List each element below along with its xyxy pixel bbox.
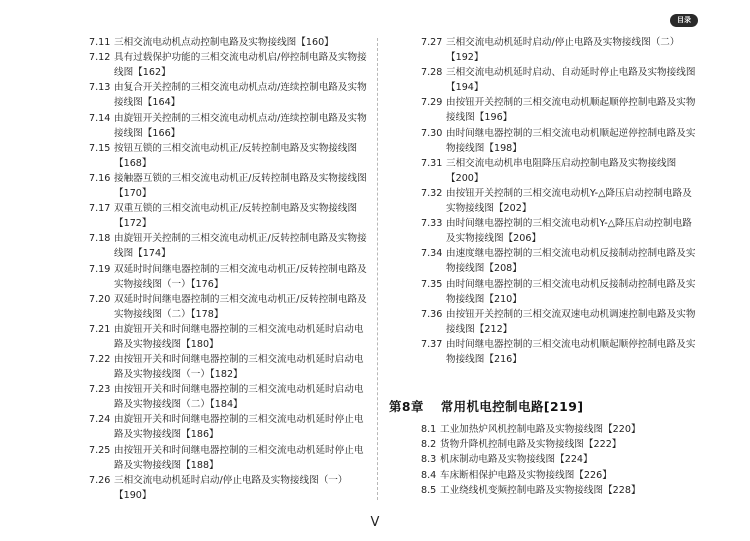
chapter-8-heading[interactable] (389, 397, 584, 415)
toc-entry-title: 由旋钮开关和时间继电器控制的三相交流电动机延时停止电路及实物接线图【186】 (114, 414, 364, 441)
toc-entry-title: 车床断相保护电路及实物接线图【226】 (440, 469, 612, 481)
toc-entry-title: 由时间继电器控制的三相交流电动机反接制动控制电路及实物接线图【210】 (446, 278, 696, 305)
toc-entry[interactable] (421, 186, 701, 216)
toc-entry-number: 7.34 (421, 248, 443, 260)
toc-entry[interactable] (89, 292, 369, 322)
toc-entry-number: 7.26 (89, 474, 111, 486)
toc-badge: 目录 (670, 14, 698, 27)
toc-entry[interactable] (89, 111, 369, 141)
toc-entry[interactable] (421, 468, 701, 483)
column-divider (377, 38, 378, 500)
toc-entry-number: 7.29 (421, 97, 443, 109)
toc-entry-title: 工业加热炉风机控制电路及实物接线图【220】 (440, 424, 641, 435)
toc-entry-number: 8.3 (421, 454, 437, 466)
toc-entry-title: 由按钮开关控制的三相交流双速电动机调速控制电路及实物接线图【212】 (446, 308, 696, 335)
toc-entry-number: 7.23 (89, 384, 111, 396)
toc-entry[interactable] (89, 231, 369, 261)
toc-entry[interactable] (421, 337, 701, 367)
toc-entry[interactable] (89, 473, 369, 503)
toc-entry-title: 由按钮开关控制的三相交流电动机顺起顺停控制电路及实物接线图【196】 (446, 97, 696, 124)
toc-right-column (421, 35, 701, 367)
toc-entry[interactable] (421, 422, 701, 437)
toc-entry-number: 7.21 (89, 323, 111, 335)
toc-entry[interactable] (89, 171, 369, 201)
toc-entry[interactable] (89, 382, 369, 412)
toc-entry-title: 按钮互锁的三相交流电动机正/反转控制电路及实物接线图【168】 (114, 142, 358, 169)
toc-left-column (89, 35, 369, 503)
toc-entry-number: 7.31 (421, 157, 443, 169)
toc-entry-title: 由时间继电器控制的三相交流电动机Y-△降压启动控制电路及实物接线图【206】 (446, 218, 692, 245)
toc-entry-title: 三相交流电动机点动控制电路及实物接线图【160】 (114, 37, 334, 48)
toc-entry-number: 7.19 (89, 263, 111, 275)
toc-entry-title: 货物升降机控制电路及实物接线图【222】 (440, 439, 622, 451)
toc-entry-title: 由速度继电器控制的三相交流电动机反接制动控制电路及实物接线图【208】 (446, 248, 696, 275)
toc-entry-title: 双延时时间继电器控制的三相交流电动机正/反转控制电路及实物接线图（一）【176】 (114, 263, 367, 290)
toc-entry[interactable] (89, 35, 369, 50)
toc-entry-number: 7.15 (89, 142, 111, 154)
toc-entry-title: 由复合开关控制的三相交流电动机点动/连续控制电路及实物接线图【164】 (114, 82, 367, 109)
toc-entry-number: 7.18 (89, 233, 111, 245)
toc-entry-number: 7.24 (89, 414, 111, 426)
toc-entry[interactable] (89, 322, 369, 352)
toc-entry-title: 机床制动电路及实物接线图【224】 (440, 454, 593, 466)
toc-entry[interactable] (89, 80, 369, 110)
toc-entry[interactable] (421, 65, 701, 95)
toc-entry-title: 接触器互锁的三相交流电动机正/反转控制电路及实物接线图【170】 (114, 172, 367, 199)
toc-entry-number: 7.22 (89, 354, 111, 366)
toc-entry-title: 双延时时间继电器控制的三相交流电动机正/反转控制电路及实物接线图（二）【178】 (114, 293, 367, 320)
toc-entry-number: 7.25 (89, 444, 111, 456)
toc-entry-number: 7.33 (421, 218, 443, 230)
chapter-8-entries (421, 422, 701, 498)
toc-entry[interactable] (421, 216, 701, 246)
toc-entry-title: 具有过载保护功能的三相交流电动机启/停控制电路及实物接线图【162】 (114, 52, 367, 79)
toc-entry-number: 7.11 (89, 37, 111, 48)
toc-entry-title: 由时间继电器控制的三相交流电动机顺起逆停控制电路及实物接线图【198】 (446, 127, 696, 154)
toc-entry-number: 7.36 (421, 308, 443, 320)
toc-entry[interactable] (421, 156, 701, 186)
toc-entry-title: 由按钮开关和时间继电器控制的三相交流电动机延时启动电路及实物接线图（一）【182】 (114, 354, 364, 381)
chapter-title: 常用机电控制电路[219] (440, 399, 584, 414)
toc-entry-title: 由时间继电器控制的三相交流电动机顺起顺停控制电路及实物接线图【216】 (446, 338, 696, 365)
toc-entry-title: 由按钮开关控制的三相交流电动机Y-△降压启动控制电路及实物接线图【202】 (446, 187, 692, 214)
toc-entry[interactable] (89, 412, 369, 442)
toc-entry-number: 7.20 (89, 293, 111, 305)
toc-entry[interactable] (89, 352, 369, 382)
toc-entry[interactable] (89, 141, 369, 171)
toc-entry-number: 8.5 (421, 484, 437, 496)
toc-entry-title: 三相交流电动机延时启动/停止电路及实物接线图（一）【190】 (114, 474, 348, 501)
toc-entry-number: 7.14 (89, 112, 111, 124)
toc-entry[interactable] (89, 262, 369, 292)
toc-entry-number: 7.37 (421, 338, 443, 350)
toc-entry[interactable] (89, 443, 369, 473)
toc-entry[interactable] (421, 483, 701, 498)
toc-entry-number: 7.30 (421, 127, 443, 139)
toc-entry[interactable] (89, 50, 369, 80)
toc-entry[interactable] (421, 437, 701, 452)
toc-entry-title: 由旋钮开关和时间继电器控制的三相交流电动机延时启动电路及实物接线图【180】 (114, 323, 364, 350)
toc-entry[interactable] (421, 35, 701, 65)
toc-entry-title: 由按钮开关和时间继电器控制的三相交流电动机延时启动电路及实物接线图（二）【184】 (114, 384, 364, 411)
toc-entry-number: 7.35 (421, 278, 443, 290)
toc-entry[interactable] (421, 126, 701, 156)
toc-entry[interactable] (421, 452, 701, 467)
toc-entry-number: 7.16 (89, 172, 111, 184)
toc-entry-number: 8.4 (421, 469, 437, 481)
toc-entry-number: 7.17 (89, 203, 111, 215)
toc-entry-number: 7.12 (89, 52, 111, 64)
toc-entry-number: 8.1 (421, 424, 437, 435)
toc-entry-number: 7.13 (89, 82, 111, 94)
toc-entry[interactable] (421, 307, 701, 337)
toc-entry-title: 双重互锁的三相交流电动机正/反转控制电路及实物接线图【172】 (114, 203, 358, 230)
toc-entry-number: 8.2 (421, 439, 437, 451)
toc-entry-number: 7.28 (421, 67, 443, 79)
toc-entry-title: 由旋钮开关控制的三相交流电动机点动/连续控制电路及实物接线图【166】 (114, 112, 367, 139)
chapter-number: 第8章 (389, 399, 424, 414)
toc-entry[interactable] (421, 277, 701, 307)
toc-entry-title: 工业绕线机变频控制电路及实物接线图【228】 (440, 484, 641, 496)
toc-entry-title: 三相交流电动机延时启动/停止电路及实物接线图（二）【192】 (446, 37, 680, 63)
toc-entry-number: 7.27 (421, 37, 443, 48)
toc-entry-number: 7.32 (421, 187, 443, 199)
page-number: V (370, 515, 380, 530)
toc-entry[interactable] (421, 95, 701, 125)
toc-entry-title: 由按钮开关和时间继电器控制的三相交流电动机延时停止电路及实物接线图【188】 (114, 444, 364, 471)
toc-entry-title: 三相交流电动机延时启动、自动延时停止电路及实物接线图【194】 (446, 67, 696, 94)
toc-entry-title: 由旋钮开关控制的三相交流电动机正/反转控制电路及实物接线图【174】 (114, 233, 367, 260)
toc-entry-title: 三相交流电动机串电阻降压启动控制电路及实物接线图【200】 (446, 157, 677, 184)
toc-entry[interactable] (421, 246, 701, 276)
toc-entry[interactable] (89, 201, 369, 231)
